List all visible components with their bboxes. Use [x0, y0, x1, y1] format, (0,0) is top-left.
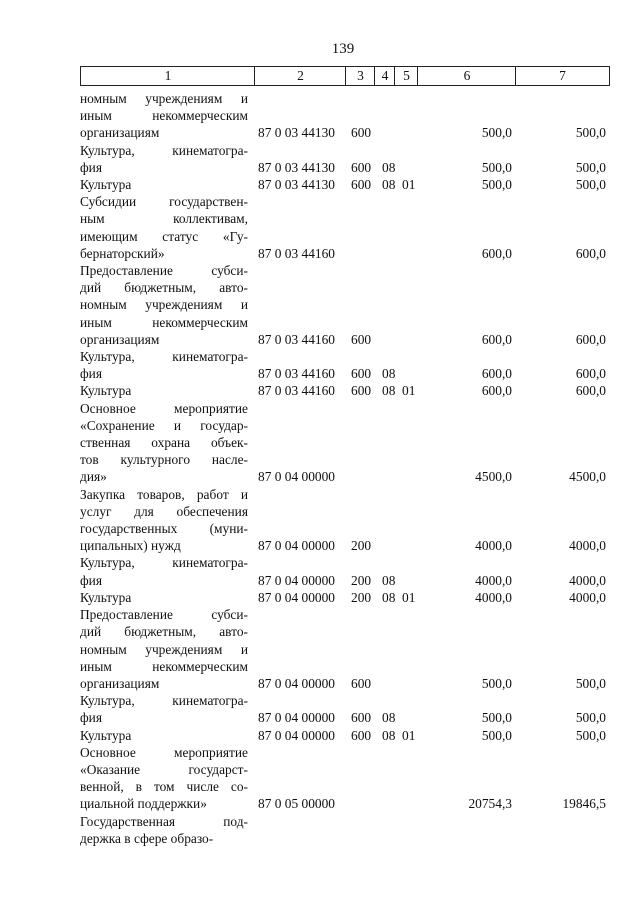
row-name-line: иным некоммерческим	[80, 314, 248, 330]
row-code: 87 0 04 00000	[258, 572, 335, 588]
row-code: 87 0 05 00000	[258, 796, 335, 812]
row-name-line: организациям	[80, 675, 160, 691]
table-row	[80, 142, 610, 176]
row-vr: 200	[351, 538, 372, 554]
row-name-line: циальной поддержки»	[80, 796, 207, 812]
row-name-line: организациям	[80, 125, 160, 141]
column-header-4: 4	[374, 66, 395, 86]
row-name	[80, 727, 248, 744]
row-name-line: государственных (муни-	[80, 521, 248, 537]
row-name-line: номным учреждениям и	[80, 641, 248, 657]
row-name-line: дий бюджетным, авто-	[80, 624, 248, 640]
row-vr: 200	[351, 589, 372, 605]
table-row	[80, 176, 610, 193]
row-name-line: иным некоммерческим	[80, 658, 248, 674]
row-name-line: номным учреждениям и	[80, 91, 248, 106]
row-name-line: ным коллективам,	[80, 211, 248, 227]
column-header-5: 5	[394, 66, 418, 86]
row-name	[80, 692, 248, 726]
row-name-line: Культура, кинематогра-	[80, 693, 248, 709]
row-vr: 200	[351, 572, 372, 588]
row-value-2025: 4500,0	[569, 469, 606, 485]
row-name-line: Субсидии государствен-	[80, 194, 248, 210]
row-rz: 08	[382, 710, 396, 726]
row-value-2025: 4000,0	[569, 572, 606, 588]
row-value-2024: 4000,0	[475, 589, 512, 605]
row-name	[80, 400, 248, 486]
row-vr: 600	[351, 177, 372, 193]
row-name-line: Культура, кинематогра-	[80, 349, 248, 365]
row-vr: 600	[351, 727, 372, 743]
row-value-2025: 500,0	[575, 177, 606, 193]
row-name-line: фия	[80, 366, 103, 382]
row-name	[80, 382, 248, 399]
row-value-2024: 500,0	[481, 177, 512, 193]
row-name	[80, 176, 248, 193]
row-value-2025: 4000,0	[569, 589, 606, 605]
row-name-line: услуг для обеспечения	[80, 503, 248, 519]
row-name-line: Культура, кинематогра-	[80, 555, 248, 571]
row-name-line: «Оказание государст-	[80, 761, 248, 777]
row-vr: 600	[351, 710, 372, 726]
row-name-line: иным некоммерческим	[80, 108, 248, 124]
row-code: 87 0 03 44160	[258, 331, 335, 347]
row-code: 87 0 03 44160	[258, 366, 335, 382]
row-value-2025: 600,0	[575, 245, 606, 261]
row-name	[80, 554, 248, 588]
column-header-6: 6	[417, 66, 516, 86]
row-vr: 600	[351, 331, 372, 347]
row-name	[80, 142, 248, 176]
row-code: 87 0 03 44160	[258, 245, 335, 261]
table-header	[80, 66, 610, 85]
row-name-line: тов культурного насле-	[80, 452, 248, 468]
row-name-line: Основное мероприятие	[80, 744, 248, 760]
row-value-2024: 500,0	[481, 727, 512, 743]
row-value-2024: 20754,3	[468, 796, 512, 812]
column-header-2: 2	[254, 66, 346, 86]
table-row	[80, 589, 610, 606]
row-name-line: имеющим статус «Гу-	[80, 228, 248, 244]
row-code: 87 0 04 00000	[258, 538, 335, 554]
row-name	[80, 744, 248, 813]
row-name	[80, 193, 248, 262]
row-name-line: «Сохранение и государ-	[80, 417, 248, 433]
row-value-2025: 500,0	[575, 675, 606, 691]
row-value-2024: 600,0	[481, 331, 512, 347]
column-header-7: 7	[515, 66, 610, 86]
row-name-line: Предоставление субси-	[80, 607, 248, 623]
row-value-2024: 500,0	[481, 125, 512, 141]
row-vr: 600	[351, 383, 372, 399]
table-row	[80, 606, 610, 692]
row-code: 87 0 04 00000	[258, 675, 335, 691]
row-value-2025: 500,0	[575, 125, 606, 141]
row-name	[80, 262, 248, 348]
row-name-line: Культура	[80, 589, 132, 605]
row-name-line: дий бюджетным, авто-	[80, 280, 248, 296]
row-name-line: фия	[80, 159, 103, 175]
row-name-line: фия	[80, 710, 103, 726]
row-name-line: Основное мероприятие	[80, 400, 248, 416]
row-rz: 08	[382, 366, 396, 382]
table-body	[80, 90, 610, 847]
table-row	[80, 348, 610, 382]
row-code: 87 0 04 00000	[258, 727, 335, 743]
row-value-2024: 500,0	[481, 675, 512, 691]
row-code: 87 0 04 00000	[258, 589, 335, 605]
table-row	[80, 727, 610, 744]
row-name-line: Культура	[80, 727, 132, 743]
row-value-2024: 600,0	[481, 366, 512, 382]
row-code: 87 0 03 44130	[258, 177, 335, 193]
row-code: 87 0 04 00000	[258, 469, 335, 485]
row-rz: 08	[382, 589, 396, 605]
row-vr: 600	[351, 366, 372, 382]
row-name-line: бернаторский»	[80, 245, 165, 261]
row-name-line: Культура	[80, 383, 132, 399]
row-vr: 600	[351, 125, 372, 141]
row-name	[80, 90, 248, 142]
row-rz: 08	[382, 383, 396, 399]
row-value-2025: 600,0	[575, 366, 606, 382]
row-name-line: ципальных) нужд	[80, 538, 181, 554]
row-name	[80, 486, 248, 555]
row-name	[80, 606, 248, 692]
row-name	[80, 813, 248, 847]
row-value-2024: 600,0	[481, 245, 512, 261]
row-rz: 08	[382, 572, 396, 588]
row-name-line: Закупка товаров, работ и	[80, 486, 248, 502]
row-pr: 01	[402, 177, 416, 193]
row-name-line: венной, в том числе со-	[80, 779, 248, 795]
row-value-2025: 500,0	[575, 710, 606, 726]
row-vr: 600	[351, 675, 372, 691]
row-name-line: номным учреждениям и	[80, 297, 248, 313]
table-row	[80, 90, 610, 142]
row-pr: 01	[402, 383, 416, 399]
table-row	[80, 382, 610, 399]
row-value-2025: 500,0	[575, 159, 606, 175]
column-header-1: 1	[80, 66, 255, 86]
row-pr: 01	[402, 727, 416, 743]
row-name-line: Предоставление субси-	[80, 263, 248, 279]
row-value-2024: 4500,0	[475, 469, 512, 485]
row-code: 87 0 03 44160	[258, 383, 335, 399]
table-row	[80, 692, 610, 726]
row-name	[80, 589, 248, 606]
row-value-2025: 600,0	[575, 383, 606, 399]
table-row	[80, 744, 610, 813]
row-name-line: ственная охрана объек-	[80, 435, 248, 451]
row-name-line: Культура, кинематогра-	[80, 142, 248, 158]
row-rz: 08	[382, 727, 396, 743]
row-value-2025: 19846,5	[562, 796, 606, 812]
row-value-2024: 500,0	[481, 710, 512, 726]
row-value-2025: 600,0	[575, 331, 606, 347]
row-name-line: фия	[80, 572, 103, 588]
row-value-2024: 4000,0	[475, 572, 512, 588]
row-pr: 01	[402, 589, 416, 605]
row-value-2024: 500,0	[481, 159, 512, 175]
row-rz: 08	[382, 177, 396, 193]
row-name-line: Государственная под-	[80, 813, 248, 829]
table-row	[80, 400, 610, 486]
row-value-2024: 4000,0	[475, 538, 512, 554]
page-number: 139	[331, 41, 355, 57]
table-row	[80, 813, 610, 847]
row-code: 87 0 04 00000	[258, 710, 335, 726]
table-row	[80, 486, 610, 555]
table-row	[80, 262, 610, 348]
row-vr: 600	[351, 159, 372, 175]
row-code: 87 0 03 44130	[258, 159, 335, 175]
row-name-line: дия»	[80, 469, 107, 485]
table-row	[80, 554, 610, 588]
row-value-2025: 500,0	[575, 727, 606, 743]
row-name-line: Культура	[80, 177, 132, 193]
row-name-line: держка в сфере образо-	[80, 830, 214, 846]
row-value-2024: 600,0	[481, 383, 512, 399]
row-name-line: организациям	[80, 331, 160, 347]
column-header-3: 3	[345, 66, 375, 86]
row-name	[80, 348, 248, 382]
table-row	[80, 193, 610, 262]
row-value-2025: 4000,0	[569, 538, 606, 554]
row-code: 87 0 03 44130	[258, 125, 335, 141]
row-rz: 08	[382, 159, 396, 175]
